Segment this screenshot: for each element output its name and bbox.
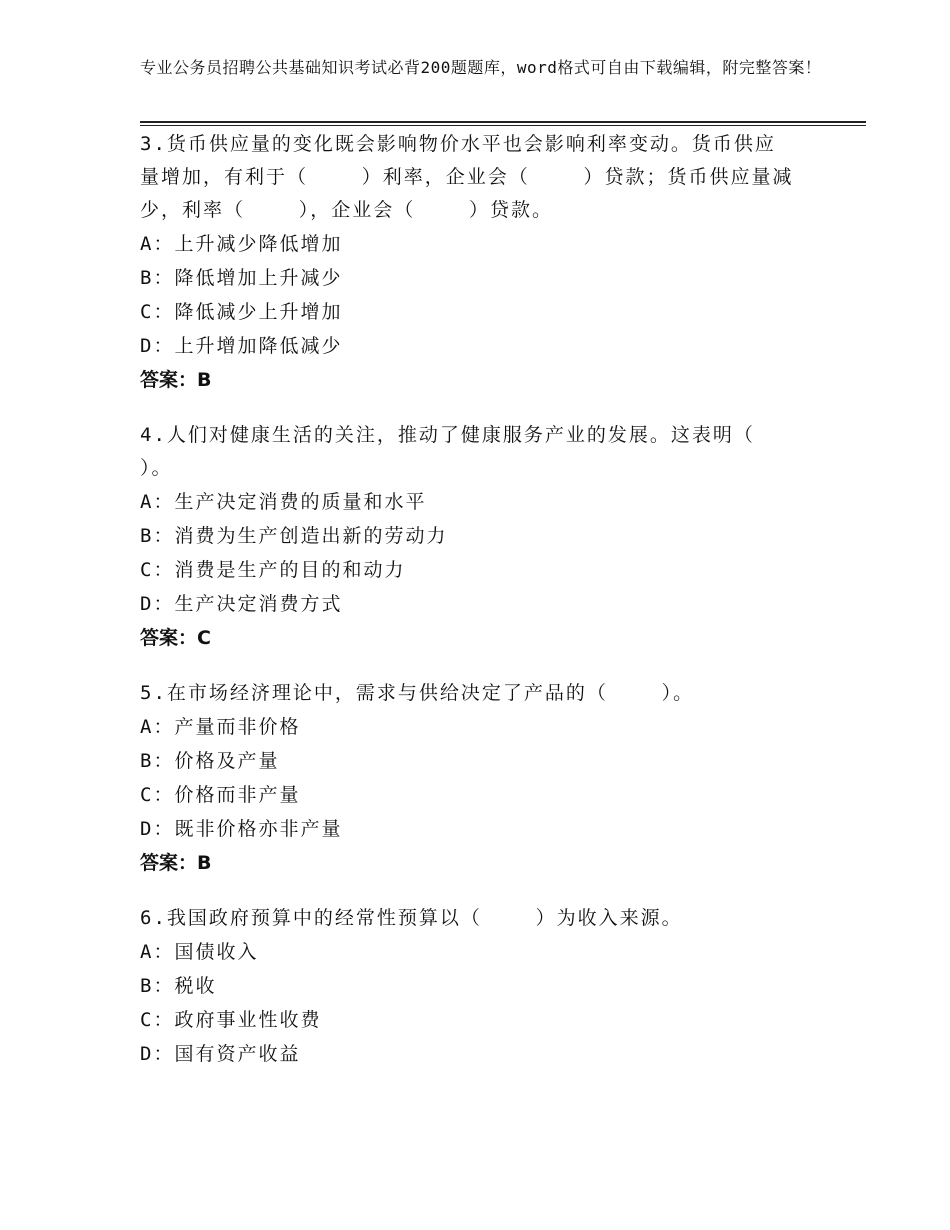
question-4 (140, 419, 820, 655)
option-b: B：消费为生产创造出新的劳动力 (140, 525, 448, 547)
header-divider (140, 121, 866, 127)
answer-line: 答案：C (140, 627, 211, 649)
question-6 (140, 902, 820, 1071)
question-stem-line: 少，利率（ ），企业会（ ）贷款。 (140, 199, 554, 221)
question-5 (140, 677, 820, 880)
option-b: B：价格及产量 (140, 750, 280, 772)
option-d: D：生产决定消费方式 (140, 593, 343, 615)
option-a: A：生产决定消费的质量和水平 (140, 491, 427, 513)
option-d: D：国有资产收益 (140, 1043, 301, 1065)
question-stem-line: 5.在市场经济理论中，需求与供给决定了产品的（ ）。 (140, 682, 695, 704)
option-b: B：税收 (140, 975, 217, 997)
question-stem-line: 量增加，有利于（ ）利率，企业会（ ）贷款；货币供应量减 (140, 166, 794, 188)
question-stem-line: 6.我国政府预算中的经常性预算以（ ）为收入来源。 (140, 907, 683, 929)
header-divider-thick (140, 121, 866, 123)
question-list (140, 128, 820, 1093)
header-divider-thin (140, 125, 866, 126)
answer-line: 答案：B (140, 369, 212, 391)
option-c: C：消费是生产的目的和动力 (140, 559, 406, 581)
option-a: A：上升减少降低增加 (140, 233, 343, 255)
question-3 (140, 128, 820, 397)
option-c: C：降低减少上升增加 (140, 301, 343, 323)
option-d: D：上升增加降低减少 (140, 335, 343, 357)
question-stem-line: ）。 (140, 457, 173, 479)
question-stem-line: 3.货币供应量的变化既会影响物价水平也会影响利率变动。货币供应 (140, 133, 776, 155)
option-c: C：政府事业性收费 (140, 1009, 322, 1031)
option-b: B：降低增加上升减少 (140, 267, 343, 289)
option-d: D：既非价格亦非产量 (140, 818, 343, 840)
option-a: A：国债收入 (140, 941, 259, 963)
document-header: 专业公务员招聘公共基础知识考试必背200题题库，word格式可自由下载编辑，附完整答案！ (140, 58, 822, 77)
option-c: C：价格而非产量 (140, 784, 301, 806)
question-stem-line: 4.人们对健康生活的关注，推动了健康服务产业的发展。这表明（ (140, 424, 755, 446)
answer-line: 答案：B (140, 852, 212, 874)
option-a: A：产量而非价格 (140, 716, 301, 738)
